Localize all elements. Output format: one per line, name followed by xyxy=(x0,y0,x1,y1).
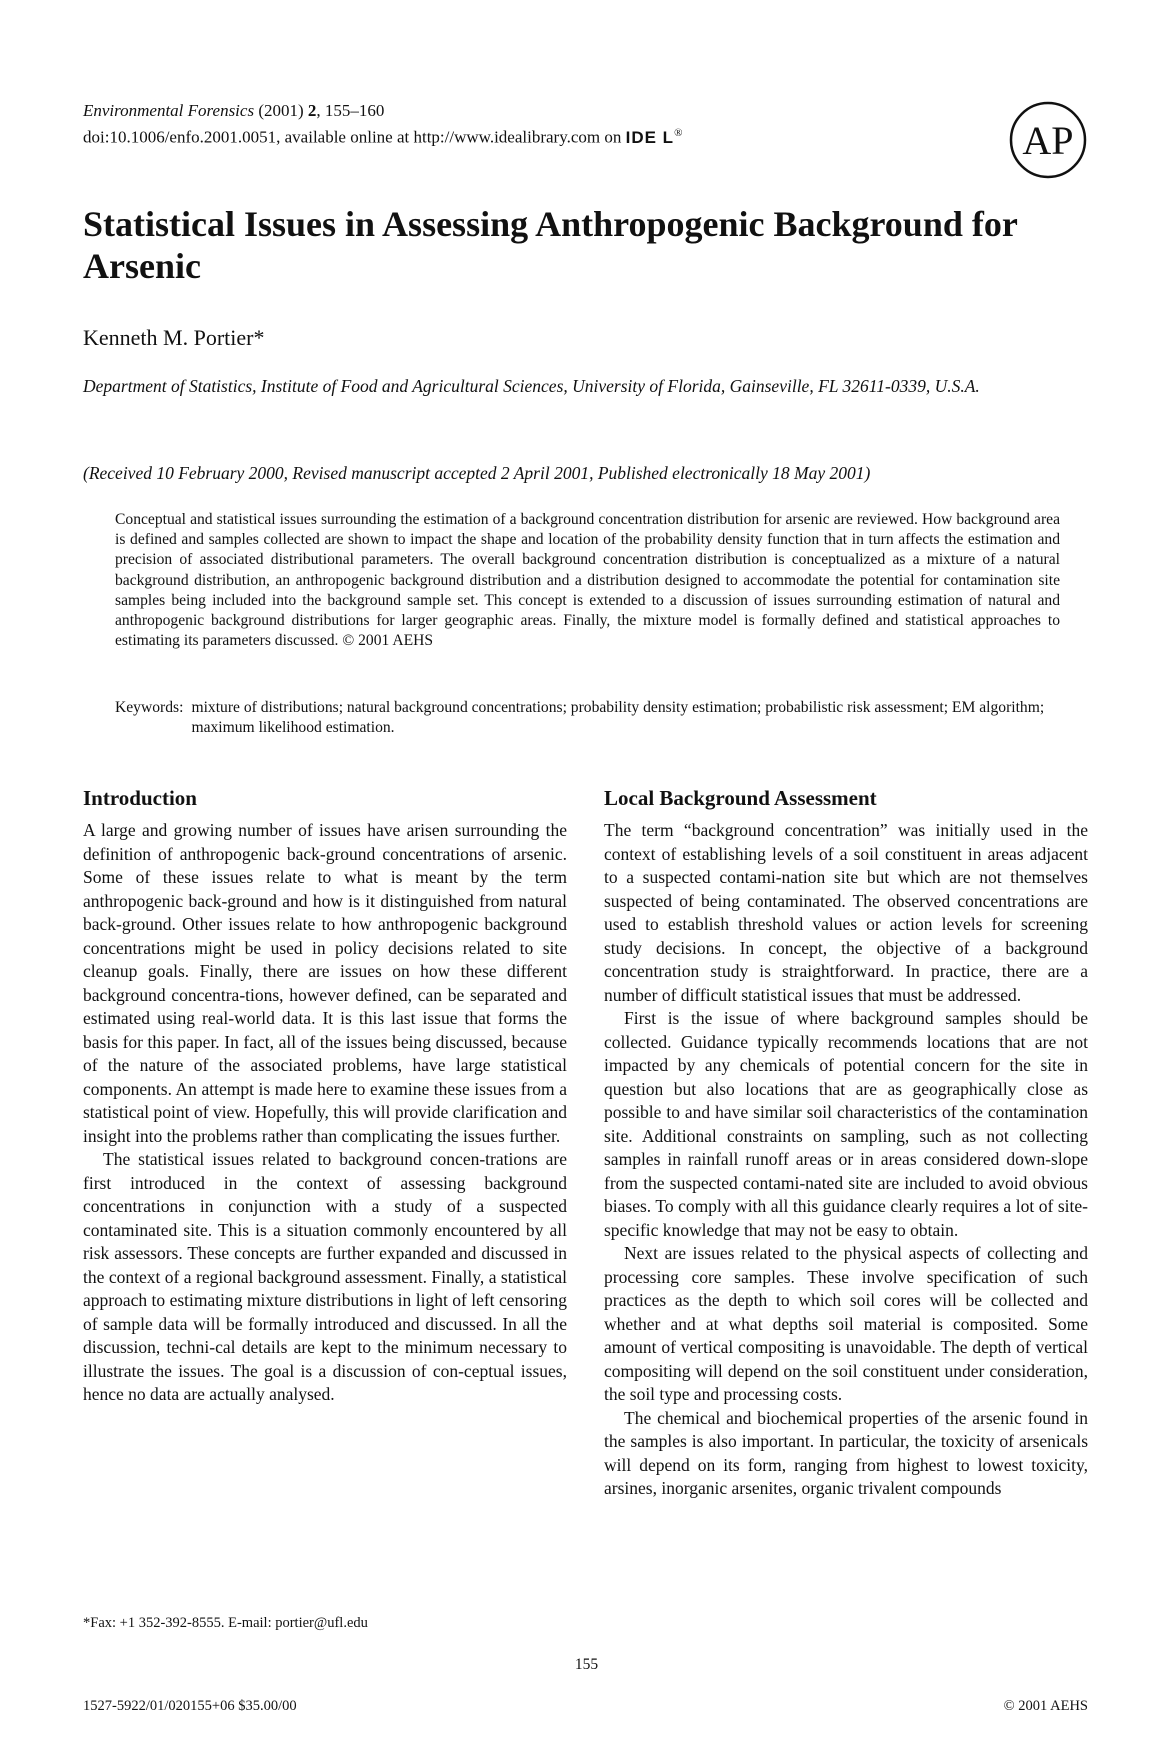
registered-mark: ® xyxy=(674,127,683,139)
ideal-logo: IDE L xyxy=(625,127,675,147)
keywords xyxy=(115,698,1060,738)
keywords-label: Keywords: xyxy=(115,699,184,716)
journal-citation xyxy=(83,100,682,149)
keywords-text: mixture of distributions; natural background concentrations; probability density estimation; probabilistic risk assessment; EM algorithm; maximum likelihood estimation. xyxy=(191,699,1045,737)
paragraph: First is the issue of where background samples should be collected. Guidance typically recommends locations that are not impacted by any chemicals of potential concern for the site in question but also locations that are as geographically close as possible to and have similar soil characteristics of the contamination site. Additional constraints on sampling, such as not collecting samples in rainfall runoff areas or in areas considered down-slope from the suspected contami-nated site are included to avoid obvious biases. To comply with all this guidance clearly requires a lot of site-specific knowledge that may not be easy to obtain. xyxy=(604,1008,1088,1240)
page-number: 155 xyxy=(574,1656,599,1673)
received-dates: (Received 10 February 2000, Revised manuscript accepted 2 April 2001, Published electronically 18 May 2001) xyxy=(83,463,871,483)
introduction-section xyxy=(83,785,567,1407)
paragraph: Next are issues related to the physical aspects of collecting and processing core samples. These involve specification of such practices as the depth to which soil cores will be collected and whether and at what depths soil material is composited. Some amount of vertical compositing is unavoidable. The depth of vertical compositing will depend on the soil constituent under consideration, the soil type and processing costs. xyxy=(604,1243,1088,1404)
article-title: Statistical Issues in Assessing Anthropogenic Background for Arsenic xyxy=(83,204,1018,286)
doi-text: doi:10.1006/enfo.2001.0051, available online at http://www.idealibrary.com on xyxy=(83,127,626,147)
author-name: Kenneth M. Portier* xyxy=(83,325,265,350)
abstract: Conceptual and statistical issues surrounding the estimation of a background concentration distribution for arsenic are reviewed. How background area is defined and samples collected are shown to impact the shape and location of the probability density function that in turn affects the estimation and precision of associated distributional parameters. The overall background concentration distribution is conceptualized as a mixture of a natural background distribution, an anthropogenic background distribution and a distribution designed to accommodate the potential for contamination site samples being included into the background sample set. This concept is extended to a discussion of issues surrounding estimation of natural and anthropogenic background distributions for larger geographic areas. Finally, the mixture model is formally defined and statistical approaches to estimating its parameters discussed. © 2001 AEHS xyxy=(115,511,1060,650)
section-heading-introduction: Introduction xyxy=(83,786,197,810)
paragraph: The chemical and biochemical properties of the arsenic found in the samples is also important. In particular, the toxicity of arsenicals will depend on its form, ranging from highest to lowest toxicity, arsines, inorganic arsenites, organic trivalent compounds xyxy=(604,1407,1088,1498)
copyright: © 2001 AEHS xyxy=(1003,1698,1088,1714)
journal-pages: , 155–160 xyxy=(316,101,385,120)
journal-volume: 2 xyxy=(307,101,317,120)
local-background-section xyxy=(604,785,1088,1501)
journal-citation-line xyxy=(83,100,682,122)
paragraph: A large and growing number of issues have arisen surrounding the definition of anthropogenic back-ground concentrations of arsenic. Some of these issues relate to what is meant by the term anthropogenic back-ground and how is it distinguished from natural back-ground. Other issues relate to how anthropogenic background concentrations might be used in policy decisions related to site cleanup goals. Finally, there are issues on how these different background concentra-tions, however defined, can be separated and estimated using real-world data. It is this last issue that forms the basis for this paper. In fact, all of the issues being discussed, because of the nature of the associated problems, have large statistical components. An attempt is made here to examine these issues from a statistical point of view. Hopefully, this will provide clarification and insight into the problems rather than complicating the issues further. xyxy=(83,820,567,1146)
section-heading-local-background: Local Background Assessment xyxy=(604,786,877,810)
journal-name: Environmental Forensics xyxy=(83,101,255,120)
paragraph: The statistical issues related to background concen-trations are first introduced in the context of assessing background concentrations in conjunction with a study of a suspected contaminated site. This is a situation commonly encountered by all risk assessors. These concepts are further expanded and discussed in the context of a regional background assessment. Finally, a statistical approach to estimating mixture distributions in light of left censoring of sample data will be formally introduced and discussed. In all the discussion, techni-cal details are kept to the minimum necessary to illustrate the issues. The goal is a discussion of con-ceptual issues, hence no data are actually analysed. xyxy=(83,1149,567,1404)
footnote: *Fax: +1 352-392-8555. E-mail: portier@ufl.edu xyxy=(83,1615,368,1631)
publisher-logo-text: AP xyxy=(1022,118,1074,163)
journal-year: (2001) xyxy=(254,101,308,120)
issn-line: 1527-5922/01/020155+06 $35.00/00 xyxy=(83,1698,297,1714)
paragraph: The term “background concentration” was initially used in the context of establishing levels of a soil constituent in areas adjacent to a suspected contami-nation site but which are not themselves suspected of being contaminated. The observed concentrations are used to establish threshold values or action levels for screening study decisions. In concept, the objective of a background concentration study is straightforward. In practice, there are a number of difficult statistical issues that must be addressed. xyxy=(604,820,1088,1005)
author-affiliation: Department of Statistics, Institute of Food and Agricultural Sciences, University of Florida, Gainseville, FL 32611-0339, U.S.A. xyxy=(83,376,980,396)
publisher-logo xyxy=(1008,100,1088,180)
doi-line xyxy=(83,122,682,149)
